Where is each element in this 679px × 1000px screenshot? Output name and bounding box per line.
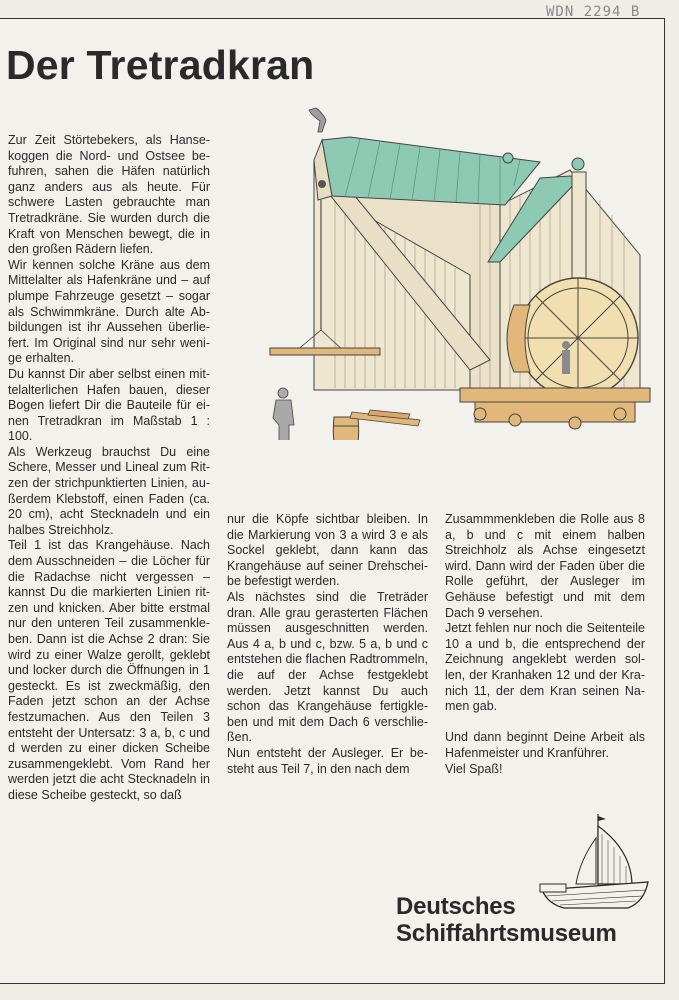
paragraph: Und dann beginnt Deine Arbeit als Hafenmeister und Kranführer.	[445, 730, 645, 760]
text-column-2	[227, 512, 428, 777]
paragraph: Nun entsteht der Ausleger. Er besteht aus Teil 7, in den nach dem	[227, 745, 428, 776]
museum-line-1: Deutsches	[396, 893, 516, 920]
museum-name	[396, 893, 617, 947]
paragraph: Zusammmenkleben die Rolle aus 8 a, b und c mit einem halben Streichholz als Achse eingesetzt wird. Dann wird der Faden über die Rolle geführt, der Ausleger im Gehäuse befestigt und mit dem Dach 9 versehen.	[445, 512, 645, 620]
paragraph: Teil 1 ist das Krangehäuse. Nach dem Ausschneiden – die Löcher für die Radachse nicht vergessen – kannst Du die markierten Linien ritzen und knicken. Aber bitte erstmal nur den unteren Teil zusammenkleben. Dann ist die Achse 2 dran: Sie wird zu einer Walze gerollt, geklebt und locker durch die Öffnungen in 1 gesteckt. Es ist zweckmäßig, den Faden jetzt schon an der Achse festzumachen. Aus den Teilen 3 entsteht der Untersatz: 3 a, b, c und d werden zu einer dicken Scheibe zusammengeklebt. Vom Rand her werden jetzt die acht Stecknadeln in diese Scheibe gesteckt, so daß	[8, 538, 210, 802]
text-column-1	[8, 133, 210, 804]
spacer	[445, 715, 645, 731]
text-column-3	[445, 512, 645, 777]
page-title: Der Tretradkran	[6, 42, 315, 88]
museum-line-2: Schiffahrtsmuseum	[396, 920, 617, 947]
paragraph: Als nächstes sind die Treträder dran. Alle grau gerasterten Flächen müssen ausgeschnitten werden. Aus 4 a, b und c, bzw. 5 a, b und c entstehen die flachen Radtrommeln, die auf der Achse festgeklebt werden. Jetzt kannst Du auch schon das Krangehäuse fertigkleben und mit dem Dach 6 verschließen.	[227, 589, 428, 745]
paragraph: nur die Köpfe sichtbar bleiben. In die Markierung von 3 a wird 3 e als Sockel geklebt, dann kann das Krangehäuse auf seiner Drehscheibe befestigt werden.	[227, 512, 428, 589]
paragraph: Du kannst Dir aber selbst einen mittelalterlichen Hafen bauen, dieser Bogen liefert Dir die Bauteile für einen Tretradkran im Maßstab 1 : 100.	[8, 366, 210, 444]
paragraph: Jetzt fehlen nur noch die Seitenteile 10 a und b, die entsprechend der Zeichnung angeklebt werden sollen, der Kranhaken 12 und der Kranich 11, der dem Kran seinen Namen gab.	[445, 621, 645, 714]
catalog-mark: WDN 2294 B	[546, 4, 641, 20]
paragraph: Wir kennen solche Kräne aus dem Mittelalter als Hafenkräne und – auf plumpe Fahrzeuge gesetzt – sogar als Schwimmkräne. Durch alte Abbildungen ist ihr Aussehen überliefert. Im Original sind nur sehr wenige erhalten.	[8, 257, 210, 366]
paragraph: Zur Zeit Störtebekers, als Hansekoggen die Nord- und Ostsee befuhren, sahen die Häfen natürlich ganz anders aus als heute. Für schwere Lasten gebrauchte man Tretradkräne. Sie wurden durch die Kraft von Menschen bewegt, die in den großen Rädern liefen.	[8, 133, 210, 257]
paragraph: Als Werkzeug brauchst Du eine Schere, Messer und Lineal zum Ritzen der strichpunktierten Linien, außerdem Klebstoff, einen Faden (ca. 20 cm), acht Stecknadeln und ein halbes Streichholz.	[8, 444, 210, 537]
paragraph: Viel Spaß!	[445, 761, 503, 776]
crane-illustration	[262, 100, 652, 440]
